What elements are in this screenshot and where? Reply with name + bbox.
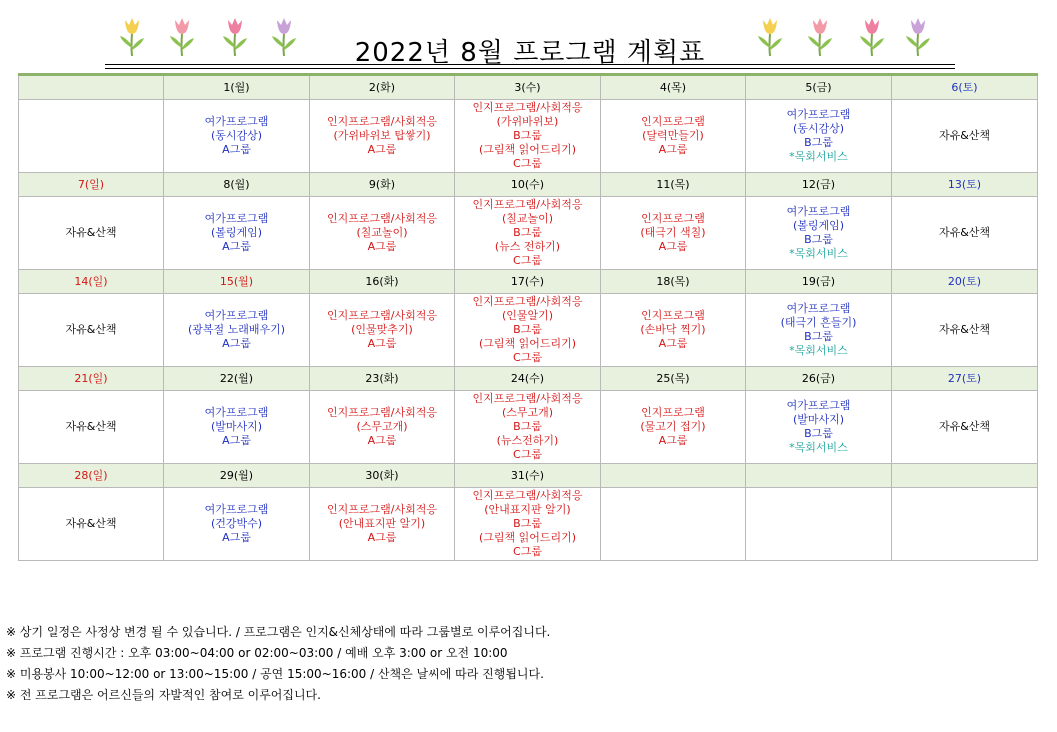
day-cell: [746, 294, 892, 367]
day-cell: [19, 100, 164, 173]
day-cell: [892, 488, 1038, 561]
program-line: 인지프로그램/사회적응: [472, 198, 583, 211]
date-label: 11(목): [601, 173, 746, 197]
date-label: 21(일): [19, 367, 164, 391]
page-title: 2022년 8월 프로그램 계획표: [354, 38, 706, 68]
day-cell: [455, 294, 601, 367]
program-line: (칠교놀이): [356, 226, 408, 239]
program-line: A그룹: [658, 143, 688, 156]
program-line: *목회서비스: [789, 150, 848, 163]
program-line: A그룹: [222, 531, 251, 544]
day-cell: [310, 391, 455, 464]
date-label: 17(수): [455, 270, 601, 294]
program-line: C그룹: [513, 351, 542, 364]
day-cell: [164, 100, 310, 173]
note-line: ※ 상기 일정은 사정상 변경 될 수 있습니다. / 프로그램은 인지&신체상태에 따라 그룹별로 이루어집니다.: [6, 625, 551, 639]
program-line: 인지프로그램/사회적응: [327, 503, 437, 516]
day-cell: [892, 197, 1038, 270]
date-label: 3(수): [455, 75, 601, 100]
program-line: 인지프로그램/사회적응: [327, 406, 437, 419]
program-line: (건강박수): [210, 517, 263, 530]
program-line: 자유&산책: [938, 323, 991, 336]
title-underline: [105, 68, 955, 69]
program-line: (물고기 접기): [640, 420, 706, 433]
date-label: 20(토): [892, 270, 1038, 294]
program-line: (뉴스전하기): [496, 434, 559, 447]
title-underline: [105, 64, 955, 65]
program-line: (발마사지): [792, 413, 845, 426]
date-label: 2(화): [310, 75, 455, 100]
program-line: (가위바위보 탑쌓기): [333, 129, 431, 142]
program-line: B그룹: [804, 427, 833, 440]
program-line: (뉴스 전하기): [494, 240, 561, 253]
program-line: A그룹: [222, 337, 251, 350]
date-label: 8(월): [164, 173, 310, 197]
program-line: (그림책 읽어드리기): [478, 337, 577, 350]
day-cell: [455, 488, 601, 561]
date-label: 19(금): [746, 270, 892, 294]
date-label: 15(월): [164, 270, 310, 294]
day-cell: [19, 197, 164, 270]
program-line: 인지프로그램/사회적응: [327, 115, 437, 128]
date-label: 23(화): [310, 367, 455, 391]
date-label: 10(수): [455, 173, 601, 197]
program-line: 여가프로그램: [786, 399, 851, 412]
program-line: 여가프로그램: [204, 309, 269, 322]
date-label: 14(일): [19, 270, 164, 294]
day-cell: [892, 391, 1038, 464]
date-label: 30(화): [310, 464, 455, 488]
program-line: 여가프로그램: [204, 115, 269, 128]
program-line: 인지프로그램/사회적응: [472, 101, 583, 114]
program-line: (태극기 색칠): [640, 226, 706, 239]
day-cell: [310, 488, 455, 561]
program-line: (인물맞추기): [351, 323, 413, 336]
date-label: 5(금): [746, 75, 892, 100]
program-line: A그룹: [222, 143, 251, 156]
day-cell: [310, 197, 455, 270]
program-line: (손바닥 찍기): [640, 323, 706, 336]
date-header-row: [19, 75, 1038, 100]
note-line: ※ 프로그램 진행시간 : 오후 03:00~04:00 or 02:00~03:00 / 예배 오후 3:00 or 오전 10:00: [6, 646, 508, 660]
day-cell: [164, 391, 310, 464]
date-header-row: [19, 464, 1038, 488]
day-cell: [601, 391, 746, 464]
date-label: [19, 75, 164, 100]
program-line: (발마사지): [210, 420, 263, 433]
note-line: ※ 미용봉사 10:00~12:00 or 13:00~15:00 / 공연 15:00~16:00 / 산책은 날씨에 따라 진행됩니다.: [6, 667, 544, 681]
program-line: (가위바위보): [496, 115, 559, 128]
day-cell: [601, 197, 746, 270]
program-line: (동시감상): [210, 129, 263, 142]
date-label: 29(월): [164, 464, 310, 488]
program-line: *목회서비스: [789, 344, 848, 357]
day-cell: [746, 100, 892, 173]
date-label: 25(목): [601, 367, 746, 391]
program-line: 자유&산책: [938, 226, 991, 239]
note-line: ※ 전 프로그램은 어르신들의 자발적인 참여로 이루어집니다.: [6, 688, 321, 702]
program-row: [19, 100, 1038, 173]
program-line: 여가프로그램: [204, 503, 269, 516]
program-line: A그룹: [658, 434, 688, 447]
program-line: B그룹: [513, 226, 542, 239]
date-header-row: [19, 367, 1038, 391]
program-line: (안내표지판 알기): [484, 503, 571, 516]
program-line: 여가프로그램: [786, 302, 851, 315]
program-line: A그룹: [367, 143, 397, 156]
program-line: (스무고개): [501, 406, 554, 419]
program-line: 자유&산책: [65, 517, 117, 530]
program-line: C그룹: [513, 157, 542, 170]
date-label: 1(월): [164, 75, 310, 100]
date-label: 16(화): [310, 270, 455, 294]
day-cell: [746, 488, 892, 561]
date-header-row: [19, 270, 1038, 294]
program-line: B그룹: [804, 136, 833, 149]
page-header: [105, 8, 955, 66]
date-label: [601, 464, 746, 488]
date-label: 12(금): [746, 173, 892, 197]
program-line: 인지프로그램/사회적응: [472, 392, 583, 405]
program-line: 자유&산책: [65, 226, 117, 239]
program-line: 인지프로그램: [641, 115, 705, 128]
program-line: A그룹: [222, 434, 251, 447]
program-line: A그룹: [367, 337, 397, 350]
program-line: 인지프로그램: [641, 212, 705, 225]
program-line: (볼링게임): [792, 219, 845, 232]
program-line: 인지프로그램/사회적응: [472, 295, 583, 308]
program-line: B그룹: [804, 233, 833, 246]
day-cell: [455, 197, 601, 270]
program-line: B그룹: [513, 323, 542, 336]
program-row: [19, 488, 1038, 561]
day-cell: [601, 294, 746, 367]
program-line: (달력만들기): [642, 129, 704, 142]
date-label: 22(월): [164, 367, 310, 391]
date-label: 4(목): [601, 75, 746, 100]
program-line: 여가프로그램: [786, 205, 851, 218]
program-line: A그룹: [658, 240, 688, 253]
program-line: 자유&산책: [65, 420, 117, 433]
date-label: [892, 464, 1038, 488]
date-label: 26(금): [746, 367, 892, 391]
notes: [6, 622, 1046, 706]
program-line: 자유&산책: [938, 129, 991, 142]
program-line: (그림책 읽어드리기): [478, 143, 577, 156]
date-label: 27(토): [892, 367, 1038, 391]
program-line: (안내표지판 알기): [338, 517, 426, 530]
day-cell: [164, 197, 310, 270]
program-line: (동시감상): [792, 122, 845, 135]
program-line: 인지프로그램: [641, 406, 705, 419]
program-row: [19, 294, 1038, 367]
date-label: 31(수): [455, 464, 601, 488]
program-line: B그룹: [513, 420, 542, 433]
day-cell: [164, 294, 310, 367]
program-line: (인물알기): [501, 309, 554, 322]
program-line: B그룹: [513, 129, 542, 142]
date-label: 28(일): [19, 464, 164, 488]
date-label: 24(수): [455, 367, 601, 391]
program-line: A그룹: [367, 434, 397, 447]
day-cell: [19, 488, 164, 561]
program-row: [19, 391, 1038, 464]
program-line: 인지프로그램/사회적응: [327, 212, 437, 225]
program-row: [19, 197, 1038, 270]
day-cell: [601, 100, 746, 173]
day-cell: [19, 391, 164, 464]
program-line: A그룹: [658, 337, 688, 350]
program-line: B그룹: [513, 517, 542, 530]
program-line: (태극기 흔들기): [780, 316, 857, 329]
day-cell: [310, 100, 455, 173]
program-line: (그림책 읽어드리기): [478, 531, 577, 544]
day-cell: [310, 294, 455, 367]
date-label: 13(토): [892, 173, 1038, 197]
day-cell: [746, 391, 892, 464]
day-cell: [601, 488, 746, 561]
program-line: 자유&산책: [938, 420, 991, 433]
day-cell: [892, 100, 1038, 173]
calendar-table: [18, 73, 1038, 561]
program-line: (광복절 노래배우기): [187, 323, 286, 336]
program-line: 여가프로그램: [204, 406, 269, 419]
program-line: (볼링게임): [210, 226, 263, 239]
date-label: 18(목): [601, 270, 746, 294]
date-label: [746, 464, 892, 488]
program-line: A그룹: [222, 240, 251, 253]
program-line: 인지프로그램: [641, 309, 705, 322]
program-line: *목회서비스: [789, 441, 848, 454]
date-header-row: [19, 173, 1038, 197]
program-line: 여가프로그램: [786, 108, 851, 121]
day-cell: [455, 391, 601, 464]
day-cell: [746, 197, 892, 270]
date-label: 7(일): [19, 173, 164, 197]
day-cell: [892, 294, 1038, 367]
program-line: (스무고개): [356, 420, 408, 433]
day-cell: [19, 294, 164, 367]
program-line: 인지프로그램/사회적응: [327, 309, 437, 322]
program-line: 여가프로그램: [204, 212, 269, 225]
program-line: 자유&산책: [65, 323, 117, 336]
program-line: C그룹: [513, 254, 542, 267]
program-line: C그룹: [513, 545, 542, 558]
day-cell: [455, 100, 601, 173]
day-cell: [164, 488, 310, 561]
program-line: (칠교놀이): [501, 212, 554, 225]
program-line: 인지프로그램/사회적응: [472, 489, 583, 502]
program-line: B그룹: [804, 330, 833, 343]
program-line: A그룹: [367, 240, 397, 253]
date-label: 9(화): [310, 173, 455, 197]
program-line: *목회서비스: [789, 247, 848, 260]
program-line: A그룹: [367, 531, 397, 544]
date-label: 6(토): [892, 75, 1038, 100]
program-line: C그룹: [513, 448, 542, 461]
